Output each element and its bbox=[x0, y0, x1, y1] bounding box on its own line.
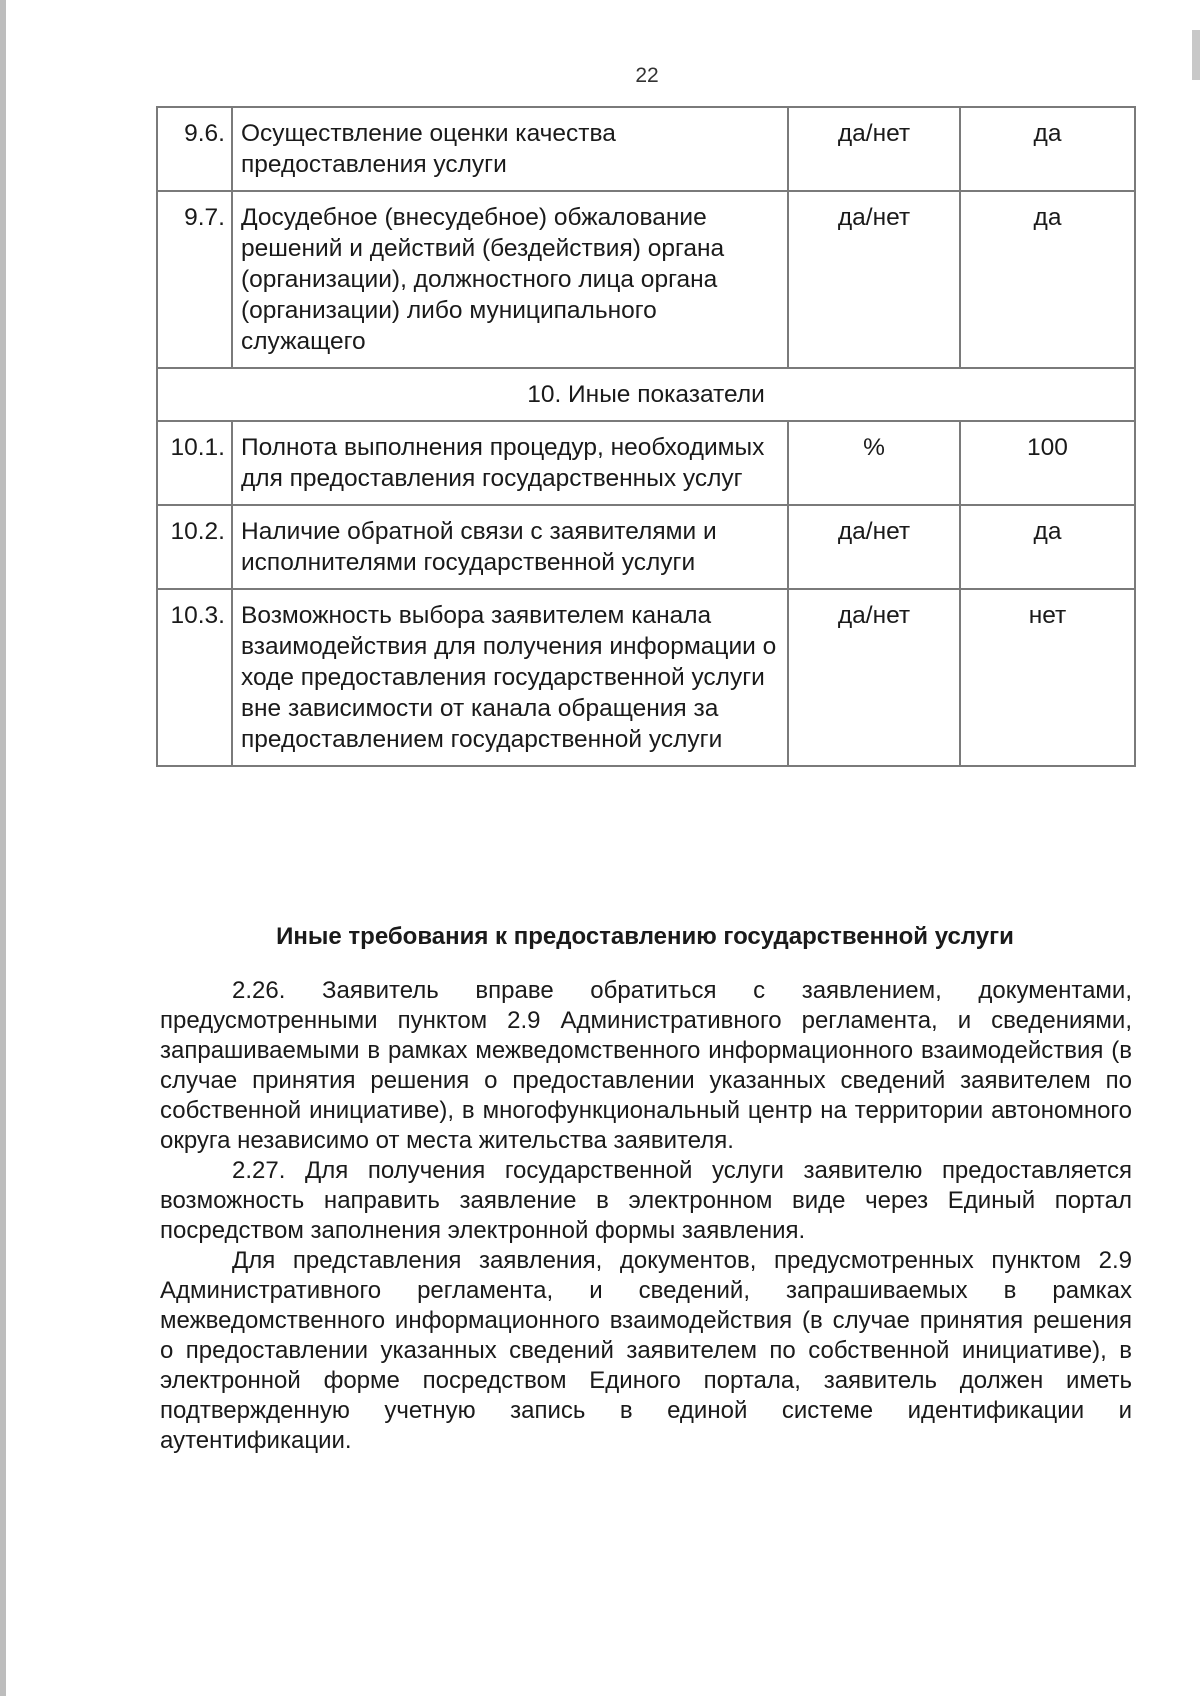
table-row bbox=[157, 589, 1135, 766]
page-number: 22 bbox=[635, 64, 659, 87]
row-number: 10.1. bbox=[157, 421, 232, 505]
section-heading: Иные требования к предоставлению государственной услуги bbox=[276, 923, 1014, 950]
table-row bbox=[157, 191, 1135, 368]
row-number: 10.2. bbox=[157, 505, 232, 589]
unit-of-measure: да/нет bbox=[788, 191, 960, 368]
table-section-row bbox=[157, 368, 1135, 421]
indicator-name: Досудебное (внесудебное) обжалование решений и действий (бездействия) органа (организации), должностного лица органа (организации) либо муниципального служащего bbox=[232, 191, 788, 368]
paragraph-electronic-submission: Для представления заявления, документов, предусмотренных пунктом 2.9 Административного регламента, и сведений, запрашиваемых в рамках межведомственного информационного взаимодействия (в случае принятия решения о предоставлении указанных сведений заявителем по собственной инициативе), в электронной форме посредством Единого портала, заявитель должен иметь подтвержденную учетную запись в единой системе идентификации и аутентификации. bbox=[160, 1247, 1132, 1454]
indicator-name: Осуществление оценки качества предоставления услуги bbox=[232, 107, 788, 191]
paragraph-2-26: 2.26. Заявитель вправе обратиться с заявлением, документами, предусмотренными пунктом 2.9 Административного регламента, и сведениями, запрашиваемыми в рамках межведомственного информационного взаимодействия (в случае принятия решения о предоставлении указанных сведений заявителем по собственной инициативе), в многофункциональный центр на территории автономного округа независимо от места жительства заявителя. bbox=[160, 977, 1132, 1154]
unit-of-measure: да/нет bbox=[788, 505, 960, 589]
page-left-border bbox=[0, 0, 6, 1696]
unit-of-measure: % bbox=[788, 421, 960, 505]
unit-of-measure: да/нет bbox=[788, 107, 960, 191]
indicators-table bbox=[156, 106, 1136, 767]
indicator-value: 100 bbox=[960, 421, 1135, 505]
paragraph-2-27: 2.27. Для получения государственной услуги заявителю предоставляется возможность направить заявление в электронном виде через Единый портал посредством заполнения электронной формы заявления. bbox=[160, 1157, 1132, 1244]
indicator-value: да bbox=[960, 191, 1135, 368]
table-row bbox=[157, 505, 1135, 589]
indicator-name: Полнота выполнения процедур, необходимых для предоставления государственных услуг bbox=[232, 421, 788, 505]
indicator-name: Наличие обратной связи с заявителями и исполнителями государственной услуги bbox=[232, 505, 788, 589]
table-row bbox=[157, 107, 1135, 191]
row-number: 10.3. bbox=[157, 589, 232, 766]
indicator-value: да bbox=[960, 505, 1135, 589]
indicator-name: Возможность выбора заявителем канала взаимодействия для получения информации о ходе предоставления государственной услуги вне зависимости от канала обращения за предоставлением государственной услуги bbox=[232, 589, 788, 766]
row-number: 9.6. bbox=[157, 107, 232, 191]
body-text bbox=[160, 976, 1132, 1456]
unit-of-measure: да/нет bbox=[788, 589, 960, 766]
section-title: 10. Иные показатели bbox=[157, 368, 1135, 421]
indicator-value: да bbox=[960, 107, 1135, 191]
indicator-value: нет bbox=[960, 589, 1135, 766]
row-number: 9.7. bbox=[157, 191, 232, 368]
table-row bbox=[157, 421, 1135, 505]
